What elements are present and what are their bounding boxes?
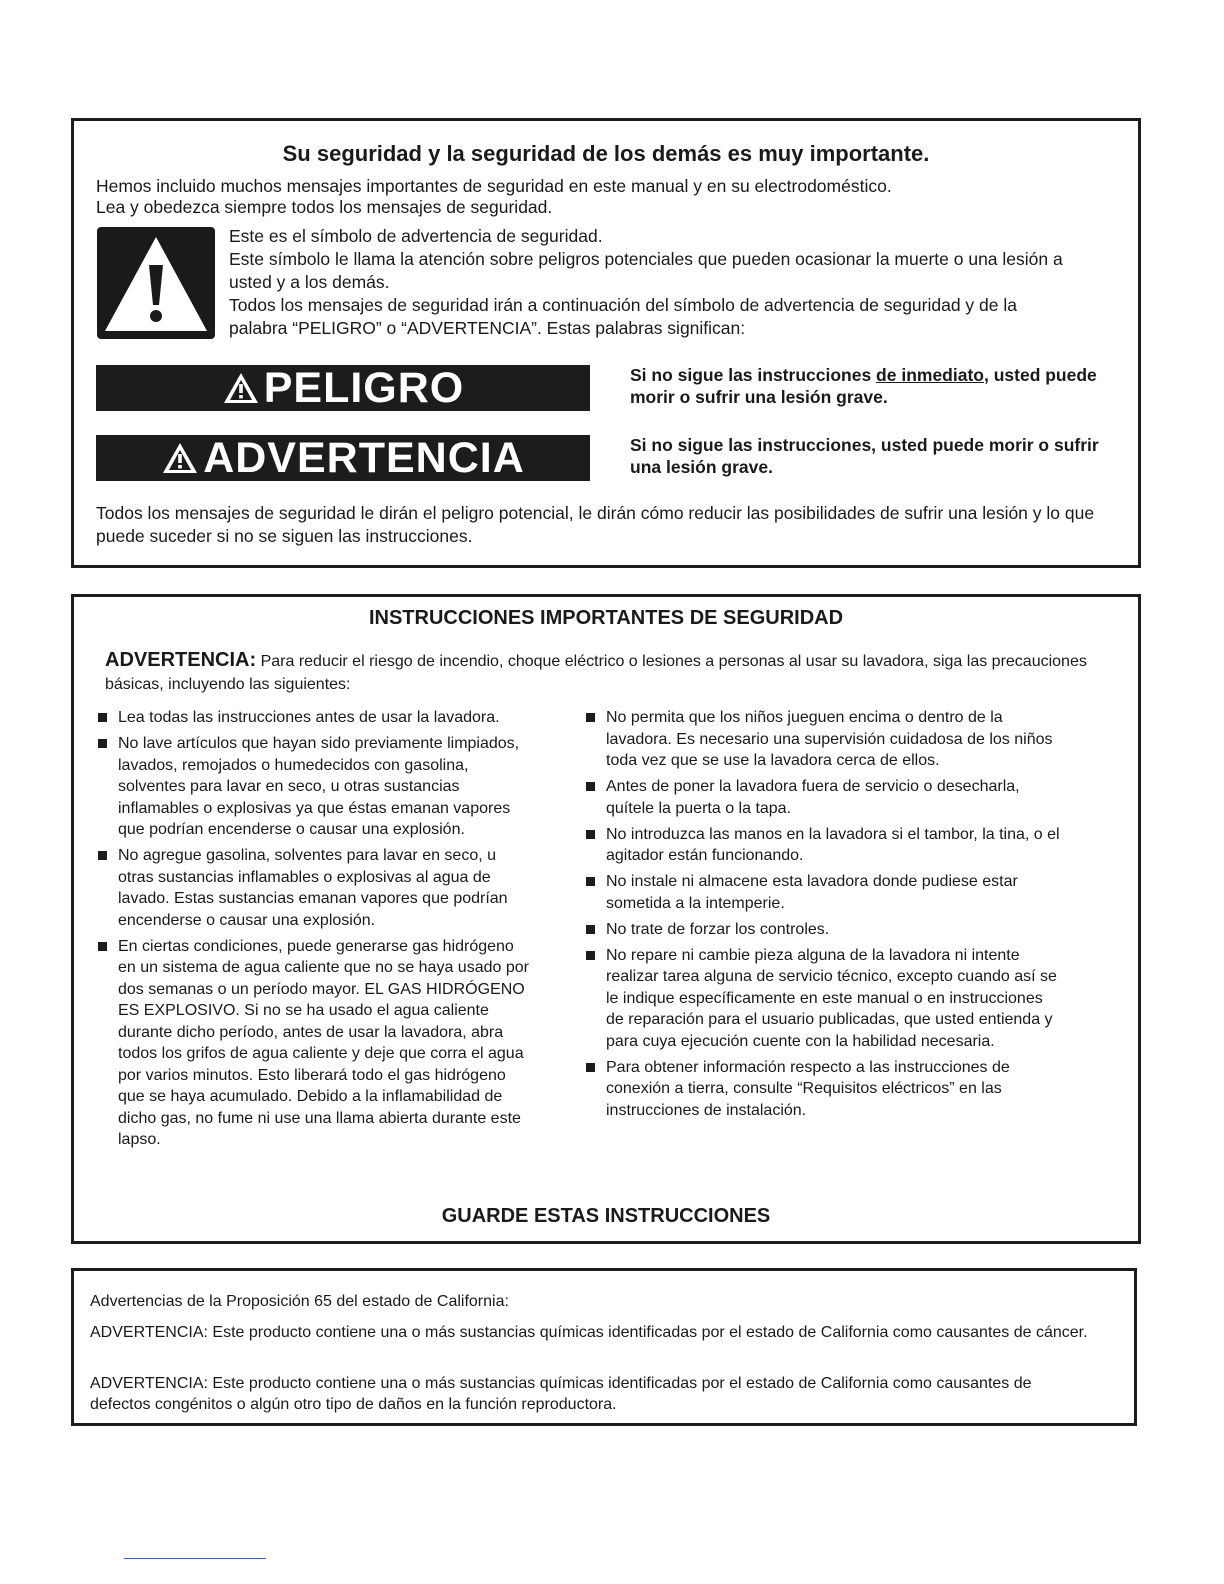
list-item-text: Antes de poner la lavadora fuera de servicio o desecharla, quítele la puerta o la tapa.	[606, 778, 1020, 817]
instructions-title: INSTRUCCIONES IMPORTANTES DE SEGURIDAD	[368, 607, 844, 629]
list-item	[96, 707, 536, 729]
instructions-warning	[105, 649, 1105, 696]
bullet-icon	[586, 713, 595, 722]
bullet-icon	[586, 830, 595, 839]
bullet-icon	[98, 739, 107, 748]
list-item	[584, 776, 1064, 819]
divider	[124, 1558, 266, 1559]
list-item	[584, 1057, 1064, 1122]
warning-triangle-icon	[97, 227, 215, 339]
safety-intro	[96, 176, 892, 218]
prop65-warning-reproductive: ADVERTENCIA: Este producto contiene una o más sustancias químicas identificadas por el estado de California como causantes de defectos congénitos o algún otro tipo de daños en la función reproductora.	[90, 1375, 1032, 1413]
warning-triangle-icon	[161, 438, 199, 484]
list-item-text: No introduzca las manos en la lavadora si el tambor, la tina, o el agitador están funcionando.	[606, 825, 1060, 864]
advertencia-label: ADVERTENCIA	[203, 434, 525, 482]
warning-triangle-icon	[222, 368, 260, 414]
bullet-icon	[586, 925, 595, 934]
peligro-label: PELIGRO	[263, 364, 465, 412]
peligro-desc-part: Si no sigue las instrucciones	[630, 365, 877, 385]
safety-footer: Todos los mensajes de seguridad le dirán el peligro potencial, le dirán cómo reducir las posibilidades de sufrir una lesión y lo que puede suceder si no se siguen las instrucciones.	[96, 503, 1095, 546]
advertencia-description: Si no sigue las instrucciones, usted puede morir o sufrir una lesión grave.	[630, 435, 1099, 477]
safety-title: Su seguridad y la seguridad de los demás es muy importante.	[282, 141, 930, 166]
list-item-text: No repare ni cambie pieza alguna de la lavadora ni intente realizar tarea alguna de servicio técnico, excepto cuando así se le indique específicamente en este manual o en instrucciones de reparación para el usuario publicadas, que usted entienda y para cuya ejecución cuente con la habilidad necesaria.	[606, 946, 1057, 1050]
bullet-icon	[586, 951, 595, 960]
list-item-text: No agregue gasolina, solventes para lavar en seco, u otras sustancias inflamables o explosivas al agua de lavado. Estas sustancias emanan vapores que podrían encenderse o causar una explosión.	[118, 847, 508, 929]
list-item	[96, 936, 536, 1151]
peligro-desc-underlined: de inmediato	[876, 365, 984, 385]
symbol-line3: Todos los mensajes de seguridad irán a continuación del símbolo de advertencia de seguridad y de la palabra “PELIGRO” o “ADVERTENCIA”. Estas palabras significan:	[229, 295, 1017, 338]
bullet-icon	[98, 851, 107, 860]
safety-intro-line2: Lea y obedezca siempre todos los mensajes de seguridad.	[96, 197, 553, 217]
list-item	[96, 845, 536, 931]
prop65-warning-cancer: ADVERTENCIA: Este producto contiene una o más sustancias químicas identificadas por el estado de California como causantes de cáncer.	[90, 1324, 1088, 1341]
right-column	[584, 707, 1064, 1126]
list-item-text: No lave artículos que hayan sido previamente limpiados, lavados, remojados o humedecidos con gasolina, solventes para lavar en seco, u otras sustancias inflamables o explosivas ya que éstas emanan vapores que podrían encenderse o causar una explosión.	[118, 735, 520, 838]
warning-text: Para reducir el riesgo de incendio, choque eléctrico o lesiones a personas al usar su lavadora, siga las precauciones básicas, incluyendo las siguientes:	[105, 653, 1087, 693]
peligro-description	[630, 364, 1100, 408]
peligro-banner	[96, 365, 590, 411]
bullet-icon	[98, 713, 107, 722]
left-column	[96, 707, 536, 1155]
bullet-icon	[586, 877, 595, 886]
list-item-text: No permita que los niños jueguen encima o dentro de la lavadora. Es necesario una supervisión cuidadosa de los niños toda vez que se use la lavadora cerca de ellos.	[606, 709, 1053, 769]
list-item-text: En ciertas condiciones, puede generarse gas hidrógeno en un sistema de agua caliente que no se haya usado por dos semanas o un período mayor. EL GAS HIDRÓGENO ES EXPLOSIVO. Si no se ha usado el agua caliente durante dicho período, antes de usar la lavadora, abra todos los grifos de agua caliente y deje que corra el agua por varios minutos. Esto liberará todo el gas hidrógeno que se haya acumulado. Debido a la inflamabilidad de dicho gas, no fume ni use una llama abierta durante este lapso.	[118, 937, 529, 1148]
bullet-icon	[98, 942, 107, 951]
instructions-box	[71, 594, 1141, 1244]
safety-intro-line1: Hemos incluido muchos mensajes importantes de seguridad en este manual y en su electrodoméstico.	[96, 176, 892, 196]
symbol-explanation	[229, 225, 1119, 340]
list-item-text: Para obtener información respecto a las instrucciones de conexión a tierra, consulte “Requisitos eléctricos” en las instrucciones de instalación.	[606, 1058, 1010, 1119]
symbol-line1: Este es el símbolo de advertencia de seguridad.	[229, 226, 603, 246]
list-item	[584, 824, 1064, 867]
advertencia-banner	[96, 435, 590, 481]
list-item	[96, 733, 536, 841]
bullet-icon	[586, 1063, 595, 1072]
list-item	[584, 945, 1064, 1053]
list-item	[584, 707, 1064, 772]
prop65-title: Advertencias de la Proposición 65 del estado de California:	[90, 1293, 509, 1310]
warning-label: ADVERTENCIA:	[105, 649, 257, 671]
list-item-text: No instale ni almacene esta lavadora donde pudiese estar sometida a la intemperie.	[606, 873, 1018, 912]
bullet-icon	[586, 782, 595, 791]
peligro-desc-part: , usted puede morir o sufrir una lesión grave.	[630, 365, 1097, 407]
list-item-text: No trate de forzar los controles.	[606, 920, 830, 938]
list-item-text: Lea todas las instrucciones antes de usar la lavadora.	[118, 709, 500, 726]
list-item	[584, 919, 1064, 941]
safety-box	[71, 118, 1141, 568]
instructions-footer: GUARDE ESTAS INSTRUCCIONES	[441, 1205, 771, 1227]
prop65-box	[71, 1268, 1137, 1426]
list-item	[584, 871, 1064, 914]
symbol-line2: Este símbolo le llama la atención sobre peligros potenciales que pueden ocasionar la muerte o una lesión a usted y a los demás.	[229, 249, 1063, 292]
